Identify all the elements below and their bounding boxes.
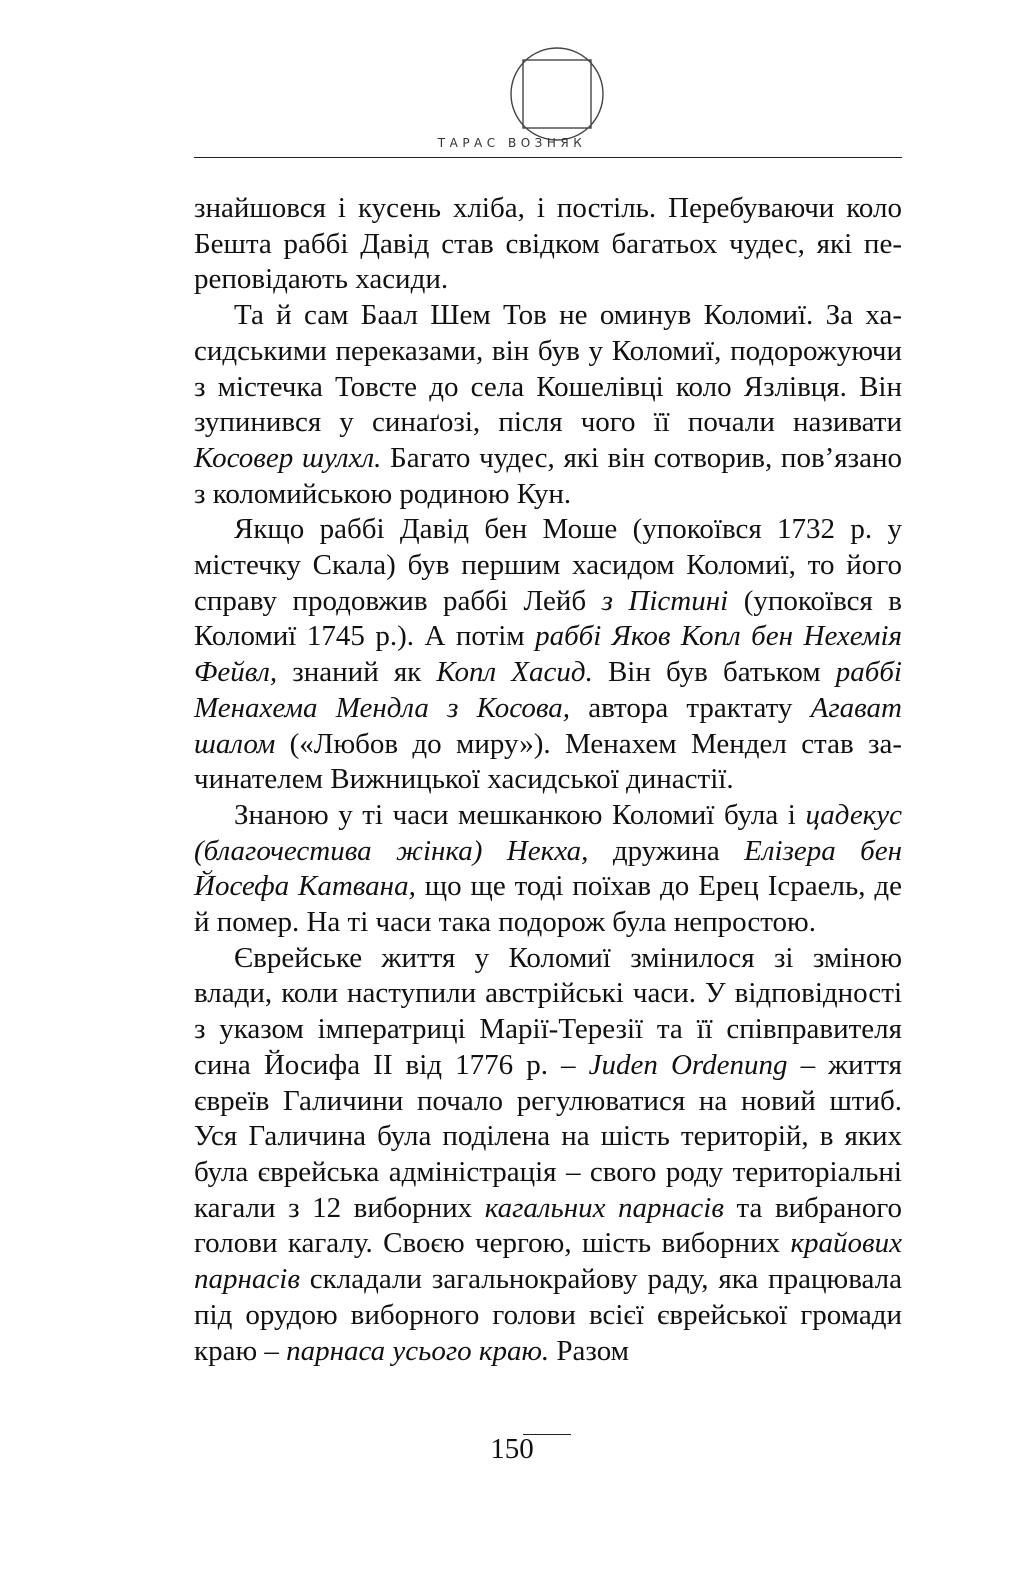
page-number: 150: [490, 1433, 534, 1465]
italic-term: Косовер шулхл.: [194, 441, 382, 474]
paragraph: [194, 191, 902, 298]
italic-term: кагальних парнасів: [484, 1191, 724, 1224]
text-run: та вибраного голови кагалу. Своєю чергою, шість виборних: [194, 1191, 902, 1260]
text-run: дружина: [588, 834, 745, 867]
text-run: Єврейське життя у Коломиї змінилося зі зміною влади, коли наступили австрійські часи. У відповідності з указом імператриці Марії-Терезії та її співправителя сина Йосифа ІІ від 1776 р. –: [194, 941, 902, 1081]
body-text: [194, 191, 902, 1369]
text-run: Він був батьком: [592, 656, 836, 689]
text-run: Разом: [549, 1334, 630, 1367]
text-run: (упокоївся в Коломиї 1745 р.). А потім: [194, 584, 902, 653]
text-run: що ще тоді поїхав до Ерец Ісраель, де й помер. На ті часи така подорож була непростою.: [194, 870, 902, 939]
running-head: ТАРАС ВОЗНЯК: [437, 136, 587, 150]
text-run: знаний як: [277, 656, 437, 689]
text-run: складали загальнокрайову раду, яка працювала під орудою виборного голови всієї єврейської громади краю –: [194, 1263, 902, 1367]
text-run: («Любов до миру»). Менахем Мендел став зачинателем Вижницької хасидської династії.: [194, 727, 902, 796]
paragraph: [194, 512, 902, 798]
italic-term: крайових парнасів: [194, 1227, 902, 1296]
circle-square-emblem-icon: [509, 46, 605, 142]
italic-term: раббі Яков Копл бен Нехемія Фейвл,: [194, 620, 902, 689]
text-run: Багато чудес, які він сотворив, пов’язано з коломийською родиною Кун.: [194, 441, 902, 510]
text-run: Якщо раббі Давід бен Моше (упокоївся 1732 р. у містечку Скала) був першим хасидом Коломиї, то його справу продовжив раббі Лейб: [194, 513, 902, 617]
italic-term: парнаса усього краю.: [286, 1334, 550, 1367]
italic-term: раббі Менахема Мендла з Косова,: [194, 656, 902, 724]
text-run: – життя євреїв Галичини почало регулюватися на новий штиб. Уся Галичина була поділена на шість територій, в яких була єврейська адміністрація – свого роду територіальні кагали з 12 виборних: [194, 1048, 902, 1224]
paragraph: [194, 798, 902, 941]
paragraph: [194, 941, 902, 1369]
header-rule: [194, 157, 902, 158]
italic-term: Агават шалом: [194, 691, 902, 760]
italic-term: Juden Ordenung: [588, 1048, 788, 1081]
italic-term: Елізера бен Йосефа Катвана,: [194, 834, 902, 903]
text-run: Та й сам Баал Шем Тов не оминув Коломиї. За хасидськими переказами, він був у Коломиї, подорожуючи з містечка Товсте до села Кошелівці коло Язлівця. Він зупинився у синаґозі, після чого її почали називати: [194, 299, 902, 439]
text-run: Знаною у ті часи мешканкою Коломиї була і: [234, 798, 806, 831]
italic-term: з Пістині: [601, 584, 729, 617]
text-run: автора трактату: [570, 691, 811, 724]
italic-term: цадекус (благочестива жінка) Некха,: [194, 798, 902, 867]
text-run: знайшовся і кусень хліба, і постіль. Перебуваючи коло Бешта раббі Давід став свідком багатьох чудес, які переповідають хасиди.: [194, 192, 902, 296]
paragraph: [194, 298, 902, 512]
italic-term: Копл Хасид.: [436, 656, 593, 689]
